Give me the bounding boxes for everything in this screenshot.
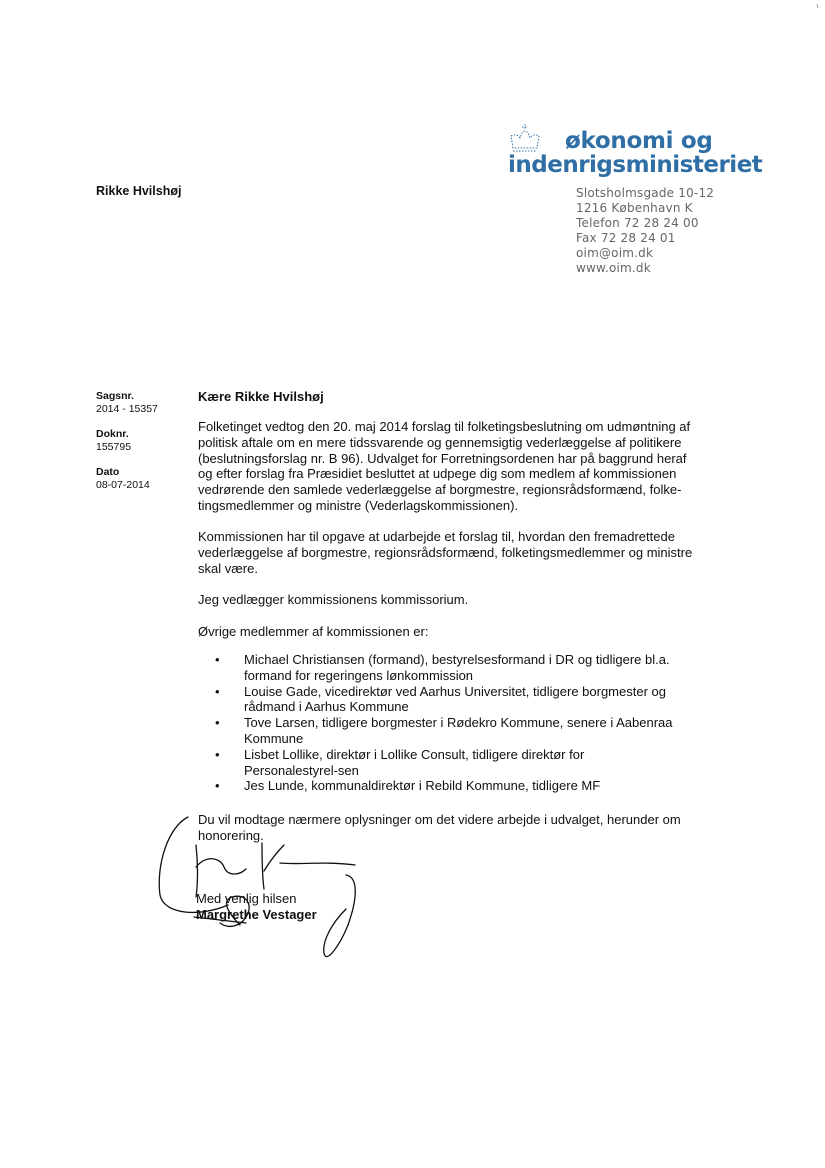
address-phone: Telefon 72 28 24 00 [576, 216, 699, 230]
scan-mark-icon [812, 2, 822, 12]
ministry-logo-line-2: indenrigsministeriet [508, 152, 763, 178]
dato-label: Dato [96, 466, 120, 478]
paragraph-5: Du vil modtage nærmere oplysninger om det videre arbejde i udvalget, herunder om honorering. [198, 812, 681, 843]
members-list [198, 652, 678, 794]
list-item [198, 715, 678, 747]
paragraph-3: Jeg vedlægger kommissionens kommissorium. [198, 592, 469, 607]
handwritten-signature-icon [150, 805, 380, 965]
letter-greeting: Kære Rikke Hvilshøj [198, 389, 324, 404]
paragraph-4: Øvrige medlemmer af kommissionen er: [198, 624, 429, 639]
list-item [198, 684, 678, 716]
signer-name: Margrethe Vestager [196, 907, 317, 922]
doknr-label: Doknr. [96, 428, 129, 440]
paragraph-1: Folketinget vedtog den 20. maj 2014 forslag til folketingsbeslutning om udmøntning af politisk aftale om en mere tidssvarende og gennemsigtig vederlæggelse af politikere (beslutningsforslag nr. B 96). Udvalget for Forretningsordenen har på baggrund heraf og efter forslag fra Præsidiet besluttet at udpege dig som medlem af kommissionen vedrørende den samlede vederlæggelse af borgmestre, regionsrådsformænd, folke-tingsmedlemmer og ministre (Vederlagskommissionen). [198, 419, 691, 513]
list-item [198, 747, 678, 779]
dato-value: 08-07-2014 [96, 479, 150, 491]
recipient-name: Rikke Hvilshøj [96, 184, 182, 198]
closing-salutation: Med venlig hilsen [196, 891, 297, 906]
list-item [198, 652, 678, 684]
address-city: 1216 København K [576, 201, 693, 215]
address-street: Slotsholmsgade 10-12 [576, 186, 715, 200]
address-email: oim@oim.dk [576, 246, 654, 260]
crown-logo-icon [508, 122, 542, 156]
doknr-value: 155795 [96, 441, 132, 453]
bullet-icon: • [215, 715, 220, 731]
address-fax: Fax 72 28 24 01 [576, 231, 676, 245]
sagsnr-label: Sagsnr. [96, 390, 134, 402]
bullet-icon: • [215, 778, 220, 794]
sagsnr-value: 2014 - 15357 [96, 403, 158, 415]
bullet-icon: • [215, 683, 220, 699]
ministry-logo-line-1: økonomi og [565, 128, 713, 154]
member-text: Jes Lunde, kommunaldirektør i Rebild Kommune, tidligere MF [244, 778, 601, 794]
bullet-icon: • [215, 652, 220, 667]
list-item [198, 778, 678, 794]
paragraph-2: Kommissionen har til opgave at udarbejde et forslag til, hvordan den fremadrettede vederlæggelse af borgmestre, regionsrådsformænd, folketingsmedlemmer og ministre skal være. [198, 529, 693, 576]
bullet-icon: • [215, 746, 220, 762]
member-text: Tove Larsen, tidligere borgmester i Rødekro Kommune, senere i Aabenraa Kommune [244, 715, 673, 746]
member-text: Louise Gade, vicedirektør ved Aarhus Universitet, tidligere borgmester og rådmand i Aarhus Kommune [244, 683, 666, 715]
member-text: Michael Christiansen (formand), bestyrelsesformand i DR og tidligere bl.a. formand for regeringens lønkommission [244, 652, 670, 683]
address-website: www.oim.dk [576, 261, 651, 275]
member-text: Lisbet Lollike, direktør i Lollike Consult, tidligere direktør for Personalestyrel-sen [244, 746, 585, 778]
